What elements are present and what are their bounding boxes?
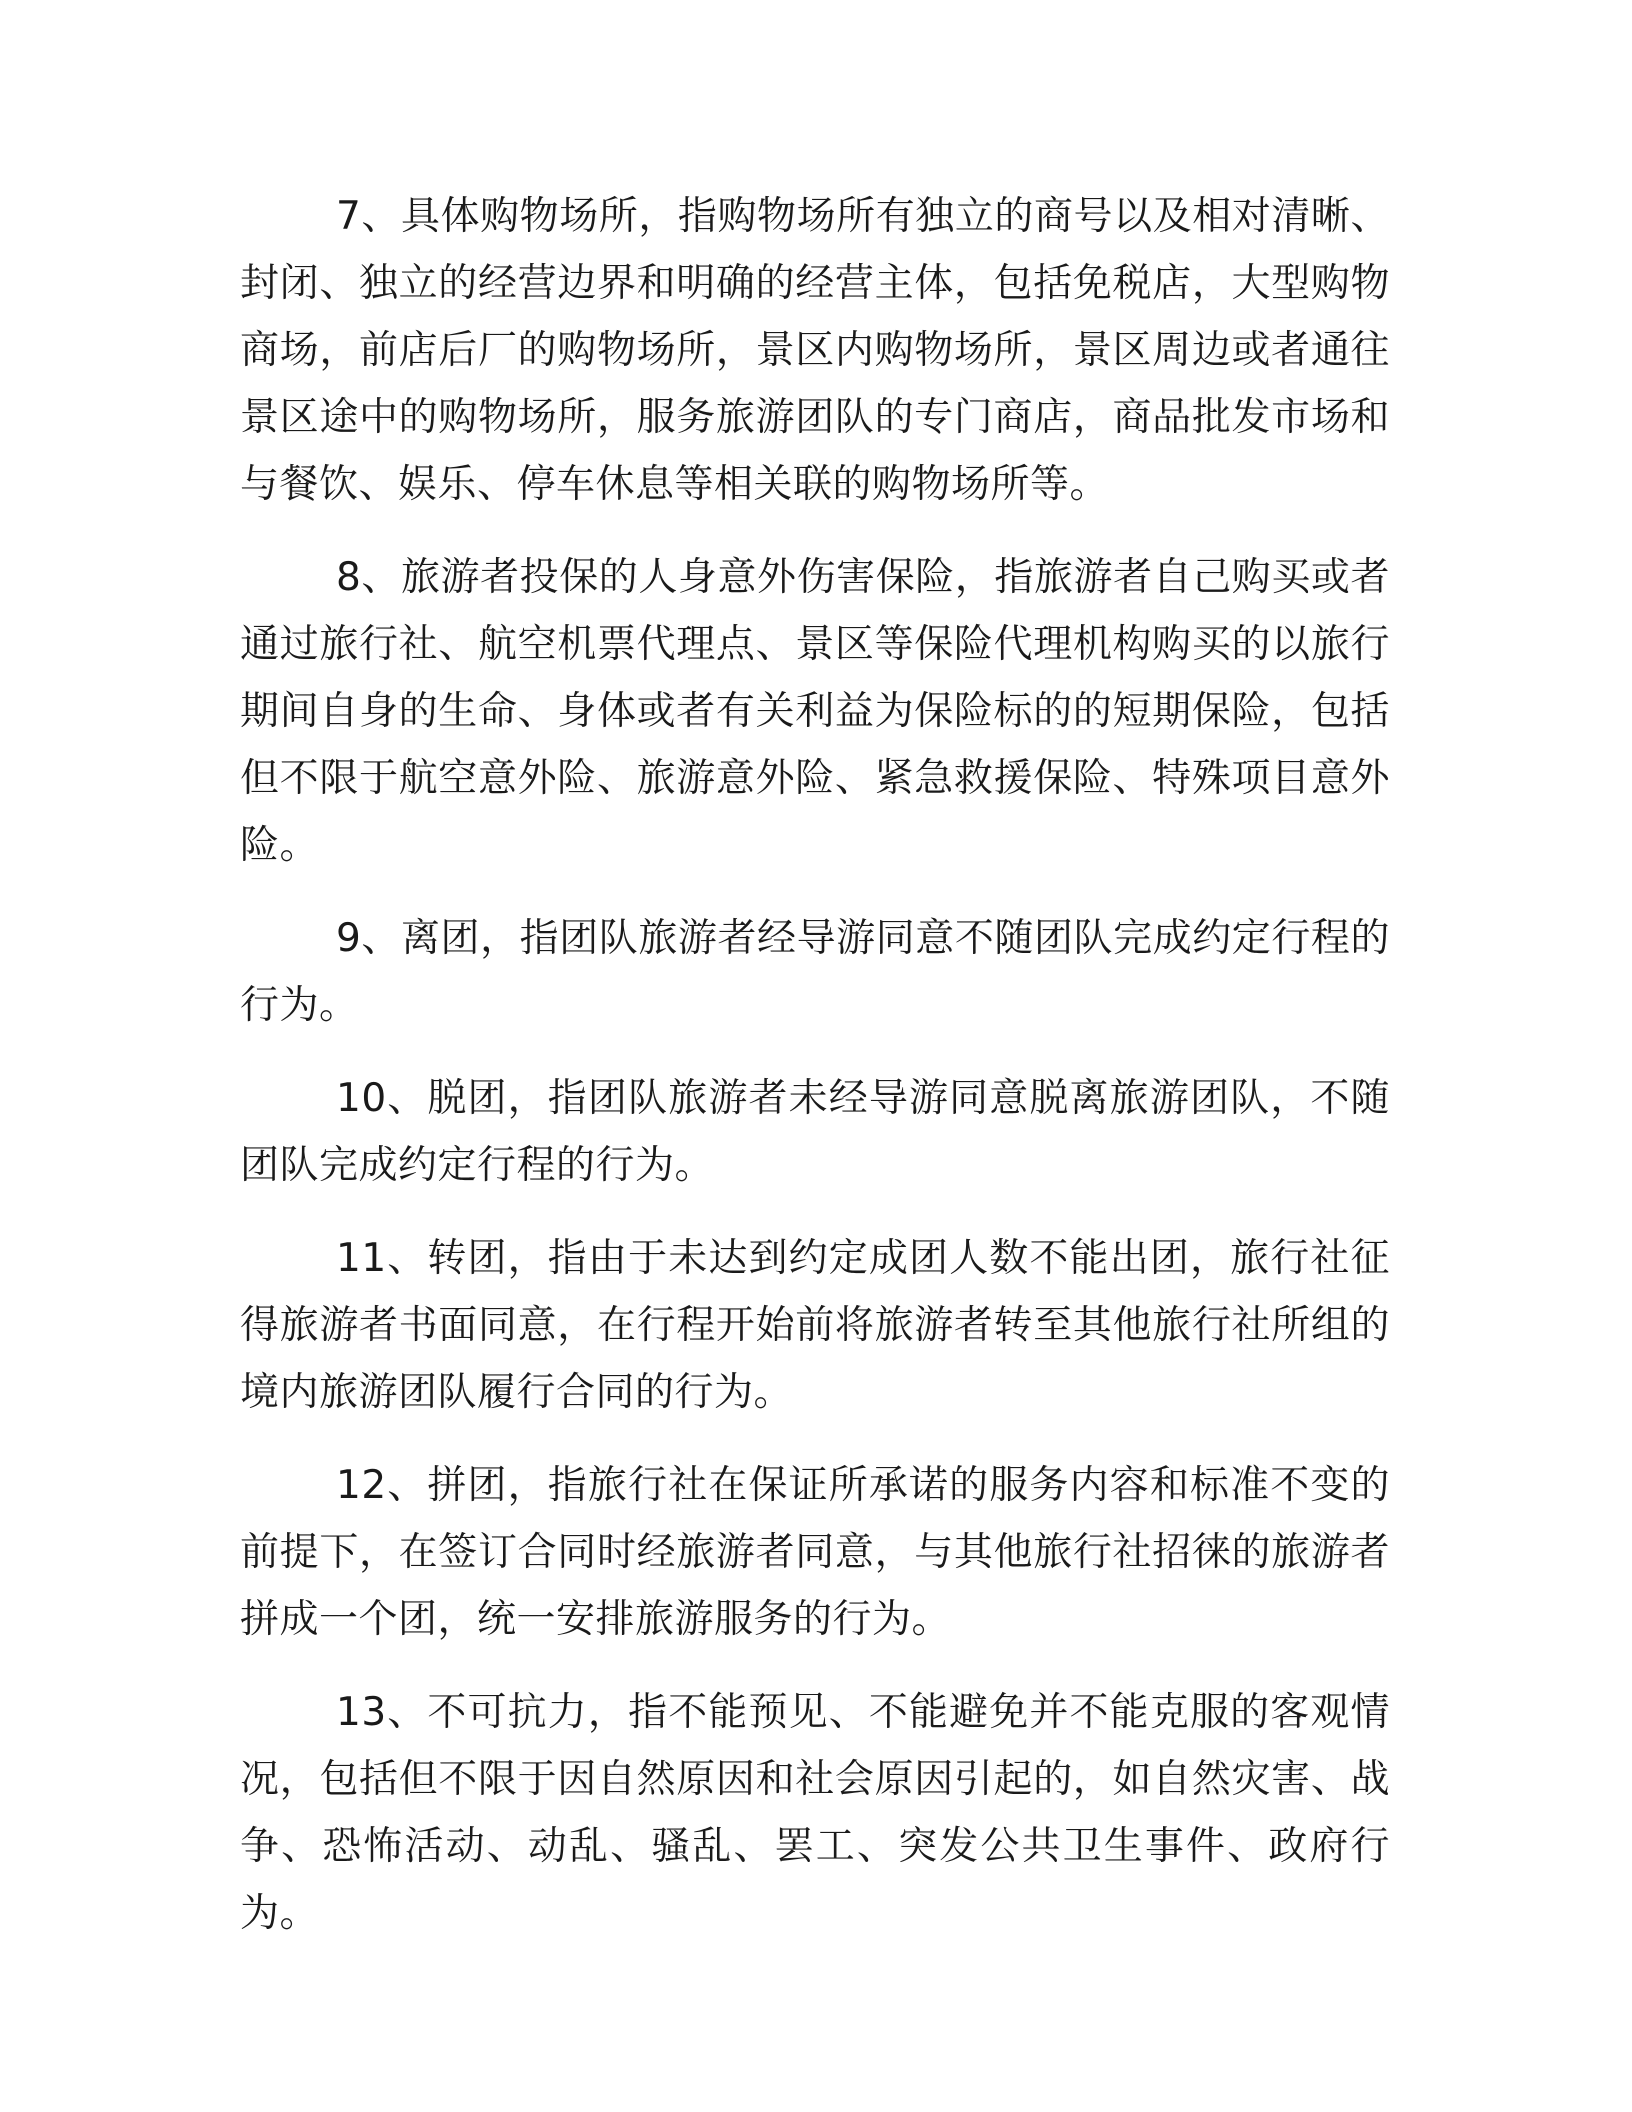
definition-paragraph-12: 12、拼团，指旅行社在保证所承诺的服务内容和标准不变的前提下，在签订合同时经旅游者同意，与其他旅行社招徕的旅游者拼成一个团，统一安排旅游服务的行为。	[240, 1463, 1390, 1642]
definition-paragraph-9: 9、离团，指团队旅游者经导游同意不随团队完成约定行程的行为。	[240, 916, 1390, 1028]
definition-paragraph-11: 11、转团，指由于未达到约定成团人数不能出团，旅行社征得旅游者书面同意，在行程开始前将旅游者转至其他旅行社所组的境内旅游团队履行合同的行为。	[240, 1236, 1390, 1415]
definition-paragraph-7: 7、具体购物场所，指购物场所有独立的商号以及相对清晰、封闭、独立的经营边界和明确的经营主体，包括免税店，大型购物商场，前店后厂的购物场所，景区内购物场所，景区周边或者通往景区途中的购物场所，服务旅游团队的专门商店，商品批发市场和与餐饮、娱乐、停车休息等相关联的购物场所等。	[240, 194, 1390, 507]
definition-paragraph-10: 10、脱团，指团队旅游者未经导游同意脱离旅游团队，不随团队完成约定行程的行为。	[240, 1076, 1390, 1188]
document-body	[240, 183, 1390, 1973]
definition-paragraph-13: 13、不可抗力，指不能预见、不能避免并不能克服的客观情况，包括但不限于因自然原因和社会原因引起的，如自然灾害、战争、恐怖活动、动乱、骚乱、罢工、突发公共卫生事件、政府行为。	[240, 1690, 1390, 1936]
definition-paragraph-8: 8、旅游者投保的人身意外伤害保险，指旅游者自己购买或者通过旅行社、航空机票代理点、景区等保险代理机构购买的以旅行期间自身的生命、身体或者有关利益为保险标的的短期保险，包括但不限于航空意外险、旅游意外险、紧急救援保险、特殊项目意外险。	[240, 555, 1390, 868]
